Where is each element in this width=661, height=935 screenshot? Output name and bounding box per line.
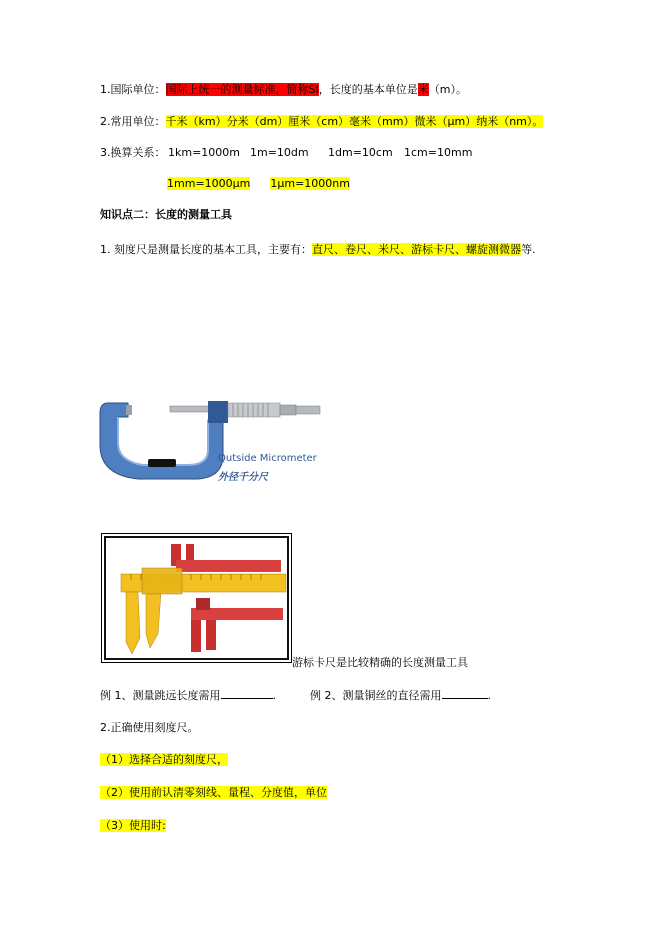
intl-unit-prefix: 1.国际单位： — [100, 83, 166, 96]
section-title: 知识点二：长度的测量工具 — [100, 208, 232, 221]
micrometer-caption-cn: 外径千分尺 — [218, 472, 268, 483]
example-2-text: 例 2、测量铜丝的直径需用 — [310, 689, 442, 702]
si-abbrev-highlight: SI — [308, 83, 319, 96]
tools-line — [100, 242, 536, 258]
si-definition-highlight: 国际上统一的测量标准，简称 — [165, 83, 309, 96]
usage-step-1-text: （1）选择合适的刻度尺， — [100, 753, 228, 766]
tools-suffix: 等. — [521, 243, 536, 256]
usage-step-3 — [100, 818, 166, 834]
example-1-text: 例 1、测量跳远长度需用 — [100, 689, 221, 702]
tools-prefix: 1. 刻度尺是测量长度的基本工具，主要有： — [100, 243, 312, 256]
conversion-cm-mm: 1cm=10mm — [404, 146, 473, 159]
usage-step-2-text: （2）使用前认清零刻线、量程、分度值，单位 — [100, 786, 327, 799]
usage-step-3-text: （3）使用时: — [100, 819, 166, 832]
conversion-line-2 — [167, 176, 350, 192]
usage-title: 2.正确使用刻度尺。 — [100, 721, 199, 734]
common-units-line — [100, 114, 543, 130]
caliper-caption: 游标卡尺是比较精确的长度测量工具 — [292, 656, 468, 669]
conversion-um-nm: 1μm=1000nm — [270, 177, 350, 190]
intl-unit-line — [100, 82, 467, 98]
usage-step-2 — [100, 785, 327, 801]
examples-line: 例 1、测量跳远长度需用 . 例 2、测量铜丝的直径需用 . — [100, 689, 491, 702]
conversion-km-m: 1km=1000m — [168, 146, 241, 159]
meter-symbol-text: （m）。 — [428, 83, 467, 96]
base-unit-text: ，长度的基本单位是 — [318, 83, 418, 96]
example-1-blank[interactable] — [221, 687, 273, 699]
caliper-image — [101, 533, 292, 663]
tools-list: 直尺、卷尺、米尺、游标卡尺、螺旋测微器 — [312, 243, 521, 256]
meter-highlight: 米 — [417, 83, 429, 96]
micrometer-image — [98, 395, 330, 487]
conversion-m-dm: 1m=10dm — [250, 146, 309, 159]
conversion-line-1 — [100, 145, 472, 161]
micrometer-caption-en: Qutside Micrometer — [218, 453, 317, 464]
example-2-blank[interactable] — [442, 687, 488, 699]
common-units-prefix: 2.常用单位： — [100, 115, 166, 128]
conversion-mm-um: 1mm=1000μm — [167, 177, 251, 190]
conversion-prefix: 3.换算关系： — [100, 146, 166, 159]
usage-step-1 — [100, 752, 228, 768]
conversion-dm-cm: 1dm=10cm — [328, 146, 393, 159]
common-units-list: 千米（km）分米（dm）厘米（cm）毫米（mm）微米（μm）纳米（nm）。 — [165, 115, 544, 128]
